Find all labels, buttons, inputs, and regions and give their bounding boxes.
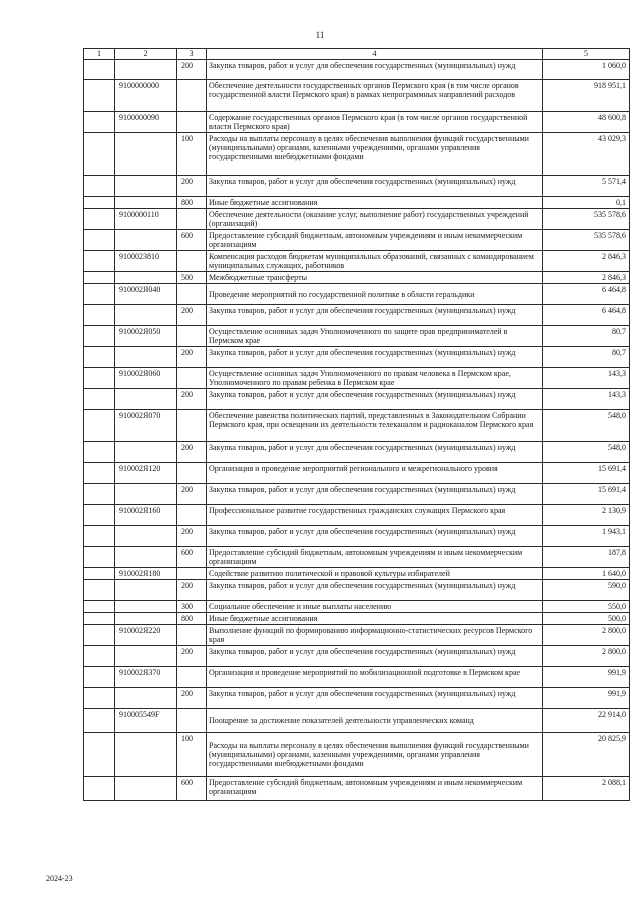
table-row <box>84 526 630 547</box>
cell-section <box>84 326 115 347</box>
cell-section <box>84 112 115 133</box>
cell-expense-type <box>177 112 207 133</box>
table-row <box>84 733 630 777</box>
table-row <box>84 667 630 688</box>
cell-name: Содержание государственных органов Пермского края (в том числе органов государственной власти Пермского края) <box>207 112 543 133</box>
table-row <box>84 777 630 801</box>
cell-name: Предоставление субсидий бюджетным, автономным учреждениям и иным некоммерческим организациям <box>207 230 543 251</box>
cell-amount: 991,9 <box>543 667 630 688</box>
cell-amount: 2 800,0 <box>543 646 630 667</box>
cell-name: Компенсация расходов бюджетам муниципальных образований, связанных с командированием муниципальных служащих, работников <box>207 251 543 272</box>
header-col-1: 1 <box>84 49 115 60</box>
cell-section <box>84 613 115 625</box>
cell-section <box>84 133 115 176</box>
cell-expense-type: 600 <box>177 777 207 801</box>
cell-expense-type <box>177 284 207 305</box>
table-row <box>84 568 630 580</box>
cell-amount: 6 464,8 <box>543 305 630 326</box>
header-col-2: 2 <box>115 49 177 60</box>
cell-target-code: 910002Я220 <box>115 625 177 646</box>
cell-section <box>84 347 115 368</box>
cell-name: Иные бюджетные ассигнования <box>207 613 543 625</box>
table-row <box>84 251 630 272</box>
cell-name: Закупка товаров, работ и услуг для обеспечения государственных (муниципальных) нужд <box>207 580 543 601</box>
table-row <box>84 112 630 133</box>
cell-target-code: 9100000000 <box>115 80 177 112</box>
cell-section <box>84 463 115 484</box>
cell-expense-type: 200 <box>177 580 207 601</box>
cell-amount: 2 130,9 <box>543 505 630 526</box>
cell-amount: 6 464,8 <box>543 284 630 305</box>
cell-expense-type: 200 <box>177 646 207 667</box>
cell-section <box>84 368 115 389</box>
cell-name: Социальное обеспечение и иные выплаты населению <box>207 601 543 613</box>
table-row <box>84 463 630 484</box>
cell-expense-type <box>177 625 207 646</box>
cell-amount: 548,0 <box>543 410 630 442</box>
cell-name: Закупка товаров, работ и услуг для обеспечения государственных (муниципальных) нужд <box>207 60 543 80</box>
cell-name: Предоставление субсидий бюджетным, автономным учреждениям и иным некоммерческим организациям <box>207 547 543 568</box>
cell-section <box>84 625 115 646</box>
table-row <box>84 442 630 463</box>
page-number: 11 <box>315 30 325 40</box>
cell-amount: 918 951,1 <box>543 80 630 112</box>
cell-amount: 1 640,0 <box>543 568 630 580</box>
cell-expense-type: 200 <box>177 305 207 326</box>
cell-expense-type: 200 <box>177 60 207 80</box>
cell-section <box>84 442 115 463</box>
cell-expense-type <box>177 505 207 526</box>
cell-target-code: 9100023810 <box>115 251 177 272</box>
cell-expense-type: 200 <box>177 442 207 463</box>
cell-target-code <box>115 688 177 709</box>
table-row <box>84 305 630 326</box>
table-row <box>84 389 630 410</box>
cell-section <box>84 526 115 547</box>
cell-section <box>84 580 115 601</box>
cell-expense-type <box>177 463 207 484</box>
cell-amount: 15 691,4 <box>543 463 630 484</box>
cell-target-code: 910002Я180 <box>115 568 177 580</box>
cell-section <box>84 209 115 230</box>
cell-name: Организация и проведение мероприятий регионального и межрегионального уровня <box>207 463 543 484</box>
cell-amount: 20 825,9 <box>543 733 630 777</box>
footer-code: 2024-23 <box>46 874 73 883</box>
cell-name: Межбюджетные трансферты <box>207 272 543 284</box>
cell-amount: 22 914,0 <box>543 709 630 733</box>
cell-name: Закупка товаров, работ и услуг для обеспечения государственных (муниципальных) нужд <box>207 646 543 667</box>
cell-target-code: 910002Я370 <box>115 667 177 688</box>
cell-name: Обеспечение равенства политических партий, представленных в Законодательном Собрании Пермского края, при освещении их деятельности телеканалом и радиоканалом Пермского края <box>207 410 543 442</box>
cell-target-code <box>115 613 177 625</box>
cell-target-code <box>115 272 177 284</box>
cell-section <box>84 251 115 272</box>
cell-section <box>84 60 115 80</box>
table-row <box>84 709 630 733</box>
cell-section <box>84 389 115 410</box>
cell-target-code <box>115 60 177 80</box>
table-row <box>84 176 630 197</box>
cell-expense-type <box>177 410 207 442</box>
cell-section <box>84 484 115 505</box>
table-row <box>84 80 630 112</box>
cell-target-code <box>115 547 177 568</box>
table-row <box>84 547 630 568</box>
cell-target-code: 9100000110 <box>115 209 177 230</box>
cell-expense-type: 200 <box>177 484 207 505</box>
cell-amount: 991,9 <box>543 688 630 709</box>
cell-amount: 80,7 <box>543 326 630 347</box>
cell-expense-type <box>177 709 207 733</box>
cell-expense-type: 800 <box>177 197 207 209</box>
cell-name: Закупка товаров, работ и услуг для обеспечения государственных (муниципальных) нужд <box>207 688 543 709</box>
cell-target-code <box>115 347 177 368</box>
cell-name: Проведение мероприятий по государственной политике в области геральдики <box>207 284 543 305</box>
cell-expense-type <box>177 568 207 580</box>
cell-section <box>84 646 115 667</box>
cell-section <box>84 176 115 197</box>
cell-target-code: 910005549F <box>115 709 177 733</box>
cell-target-code <box>115 230 177 251</box>
cell-target-code <box>115 733 177 777</box>
cell-name: Поощрение за достижение показателей деятельности управленческих команд <box>207 709 543 733</box>
cell-expense-type <box>177 667 207 688</box>
table-row <box>84 601 630 613</box>
cell-section <box>84 284 115 305</box>
cell-section <box>84 230 115 251</box>
cell-target-code: 910002Я040 <box>115 284 177 305</box>
cell-name: Профессиональное развитие государственных гражданских служащих Пермского края <box>207 505 543 526</box>
cell-target-code <box>115 580 177 601</box>
cell-target-code <box>115 484 177 505</box>
cell-name: Закупка товаров, работ и услуг для обеспечения государственных (муниципальных) нужд <box>207 347 543 368</box>
cell-amount: 2 846,3 <box>543 272 630 284</box>
cell-section <box>84 667 115 688</box>
cell-name: Расходы на выплаты персоналу в целях обеспечения выполнения функций государственными (муниципальными) органами, казенными учреждениями, органами управления государственными внебюджетными фондами <box>207 133 543 176</box>
cell-expense-type: 600 <box>177 230 207 251</box>
cell-name: Предоставление субсидий бюджетным, автономным учреждениям и иным некоммерческим организациям <box>207 777 543 801</box>
cell-expense-type: 200 <box>177 526 207 547</box>
table-row <box>84 688 630 709</box>
table-row <box>84 347 630 368</box>
cell-name: Обеспечение деятельности государственных органов Пермского края (в том числе органов государственной власти Пермского края) в рамках непрограммных направлений расходов <box>207 80 543 112</box>
cell-amount: 590,0 <box>543 580 630 601</box>
cell-amount: 187,8 <box>543 547 630 568</box>
cell-name: Выполнение функций по формированию информационно-статистических ресурсов Пермского края <box>207 625 543 646</box>
cell-name: Закупка товаров, работ и услуг для обеспечения государственных (муниципальных) нужд <box>207 442 543 463</box>
budget-table <box>83 48 630 801</box>
cell-section <box>84 688 115 709</box>
cell-expense-type: 500 <box>177 272 207 284</box>
cell-amount: 143,3 <box>543 389 630 410</box>
cell-name: Осуществление основных задач Уполномоченного по правам человека в Пермском крае, Уполномоченного по правам ребенка в Пермском крае <box>207 368 543 389</box>
cell-target-code <box>115 442 177 463</box>
cell-target-code <box>115 133 177 176</box>
cell-name: Закупка товаров, работ и услуг для обеспечения государственных (муниципальных) нужд <box>207 305 543 326</box>
cell-section <box>84 547 115 568</box>
cell-expense-type: 200 <box>177 176 207 197</box>
cell-target-code <box>115 777 177 801</box>
cell-amount: 80,7 <box>543 347 630 368</box>
cell-amount: 535 578,6 <box>543 230 630 251</box>
cell-amount: 500,0 <box>543 613 630 625</box>
cell-amount: 143,3 <box>543 368 630 389</box>
cell-expense-type: 100 <box>177 733 207 777</box>
header-col-4: 4 <box>207 49 543 60</box>
cell-target-code: 910002Я120 <box>115 463 177 484</box>
cell-expense-type: 200 <box>177 688 207 709</box>
table-row <box>84 326 630 347</box>
cell-expense-type: 200 <box>177 389 207 410</box>
table-row <box>84 625 630 646</box>
cell-name: Расходы на выплаты персоналу в целях обеспечения выполнения функций государственными (муниципальными) органами, казенными учреждениями, органами управления государственными внебюджетными фондами <box>207 733 543 777</box>
header-row <box>84 49 630 60</box>
cell-amount: 43 029,3 <box>543 133 630 176</box>
cell-amount: 535 578,6 <box>543 209 630 230</box>
cell-section <box>84 601 115 613</box>
cell-section <box>84 305 115 326</box>
table-row <box>84 230 630 251</box>
cell-section <box>84 272 115 284</box>
cell-target-code: 910002Я050 <box>115 326 177 347</box>
cell-amount: 0,1 <box>543 197 630 209</box>
cell-expense-type: 300 <box>177 601 207 613</box>
cell-section <box>84 505 115 526</box>
cell-amount: 1 943,1 <box>543 526 630 547</box>
cell-name: Обеспечение деятельности (оказание услуг, выполнение работ) государственных учреждений (организаций) <box>207 209 543 230</box>
table-row <box>84 505 630 526</box>
table-row <box>84 484 630 505</box>
cell-amount: 48 600,8 <box>543 112 630 133</box>
cell-target-code: 9100000090 <box>115 112 177 133</box>
table-row <box>84 284 630 305</box>
cell-amount: 15 691,4 <box>543 484 630 505</box>
cell-target-code <box>115 197 177 209</box>
cell-target-code <box>115 305 177 326</box>
cell-expense-type <box>177 368 207 389</box>
cell-target-code <box>115 646 177 667</box>
cell-amount: 2 800,0 <box>543 625 630 646</box>
cell-target-code: 910002Я160 <box>115 505 177 526</box>
cell-amount: 2 846,3 <box>543 251 630 272</box>
table-row <box>84 272 630 284</box>
cell-expense-type: 200 <box>177 347 207 368</box>
cell-section <box>84 80 115 112</box>
cell-target-code: 910002Я060 <box>115 368 177 389</box>
cell-expense-type: 100 <box>177 133 207 176</box>
table-row <box>84 368 630 389</box>
cell-name: Содействие развитию политической и правовой культуры избирателей <box>207 568 543 580</box>
cell-target-code: 910002Я070 <box>115 410 177 442</box>
cell-name: Иные бюджетные ассигнования <box>207 197 543 209</box>
cell-amount: 548,0 <box>543 442 630 463</box>
cell-expense-type: 600 <box>177 547 207 568</box>
cell-amount: 550,0 <box>543 601 630 613</box>
cell-target-code <box>115 176 177 197</box>
table-row <box>84 197 630 209</box>
cell-section <box>84 777 115 801</box>
cell-name: Организация и проведение мероприятий по мобилизационной подготовке в Пермском крае <box>207 667 543 688</box>
table-row <box>84 646 630 667</box>
table-row <box>84 209 630 230</box>
cell-target-code <box>115 526 177 547</box>
table-row <box>84 133 630 176</box>
table-row <box>84 580 630 601</box>
cell-name: Закупка товаров, работ и услуг для обеспечения государственных (муниципальных) нужд <box>207 484 543 505</box>
cell-name: Осуществление основных задач Уполномоченного по защите прав предпринимателей в Пермском крае <box>207 326 543 347</box>
cell-expense-type <box>177 80 207 112</box>
cell-name: Закупка товаров, работ и услуг для обеспечения государственных (муниципальных) нужд <box>207 389 543 410</box>
table-body <box>84 60 630 801</box>
cell-amount: 1 060,0 <box>543 60 630 80</box>
cell-section <box>84 709 115 733</box>
table-row <box>84 410 630 442</box>
cell-expense-type <box>177 326 207 347</box>
table-row <box>84 60 630 80</box>
header-col-3: 3 <box>177 49 207 60</box>
cell-expense-type <box>177 251 207 272</box>
cell-expense-type: 800 <box>177 613 207 625</box>
cell-section <box>84 410 115 442</box>
cell-expense-type <box>177 209 207 230</box>
cell-amount: 5 571,4 <box>543 176 630 197</box>
cell-section <box>84 568 115 580</box>
cell-section <box>84 733 115 777</box>
cell-target-code <box>115 389 177 410</box>
header-col-5: 5 <box>543 49 630 60</box>
cell-target-code <box>115 601 177 613</box>
cell-section <box>84 197 115 209</box>
cell-name: Закупка товаров, работ и услуг для обеспечения государственных (муниципальных) нужд <box>207 526 543 547</box>
table-row <box>84 613 630 625</box>
cell-name: Закупка товаров, работ и услуг для обеспечения государственных (муниципальных) нужд <box>207 176 543 197</box>
cell-amount: 2 088,1 <box>543 777 630 801</box>
